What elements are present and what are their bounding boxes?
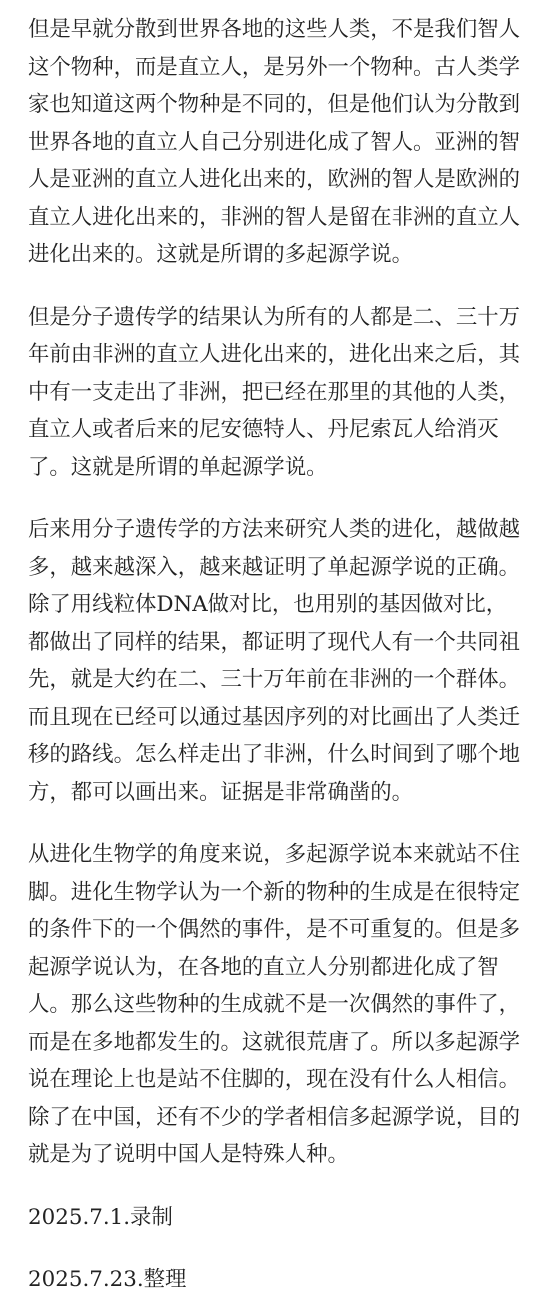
paragraph-single-origin-theory: 但是分子遗传学的结果认为所有的人都是二、三十万 年前由非洲的直立人进化出来的，进化出来之后，其 中有一支走出了非洲，把已经在那里的其他的人类， 直立人或者后来的尼安德特人、丹尼索瓦人给消灭 了。这就是所谓的单起源学说。 (28, 304, 520, 480)
paragraph-multiregional-theory: 但是早就分散到世界各地的这些人类，不是我们智人 这个物种，而是直立人，是另外一个物种。古人类学 家也知道这两个物种是不同的，但是他们认为分散到 世界各地的直立人自己分别进化成了智人。亚洲的智 人是亚洲的直立人进化出来的，欧洲的智人是欧洲的 直立人进化出来的，非洲的智人是留在非洲的直立人 进化出来的。这就是所谓的多起源学说。 (28, 17, 520, 267)
article-body (28, 11, 540, 1299)
paragraph-genetic-evidence: 后来用分子遗传学的方法来研究人类的进化，越做越 多，越来越深入，越来越证明了单起源学说的正确。 除了用线粒体DNA做对比，也用别的基因做对比， 都做出了同样的结果，都证明了现代人有一个共同祖 先，就是大约在二、三十万年前在非洲的一个群体。 而且现在已经可以通过基因序列的对比画出了人类迁 移的路线。怎么样走出了非洲，什么时间到了哪个地 方，都可以画出来。证据是非常确凿的。 (28, 517, 520, 805)
editing-date: 2025.7.23.整理 (28, 1267, 187, 1292)
paragraph-evolutionary-biology: 从进化生物学的角度来说，多起源学说本来就站不住 脚。进化生物学认为一个新的物种的生成是在很特定 的条件下的一个偶然的事件，是不可重复的。但是多 起源学说认为，在各地的直立人分别都进化成了智 人。那么这些物种的生成就不是一次偶然的事件了， 而是在多地都发生的。这就很荒唐了。所以多起源学 说在理论上也是站不住脚的，现在没有什么人相信。 除了在中国，还有不少的学者相信多起源学说，目的 就是为了说明中国人是特殊人种。 (28, 842, 520, 1167)
recording-date: 2025.7.1.录制 (28, 1204, 173, 1230)
